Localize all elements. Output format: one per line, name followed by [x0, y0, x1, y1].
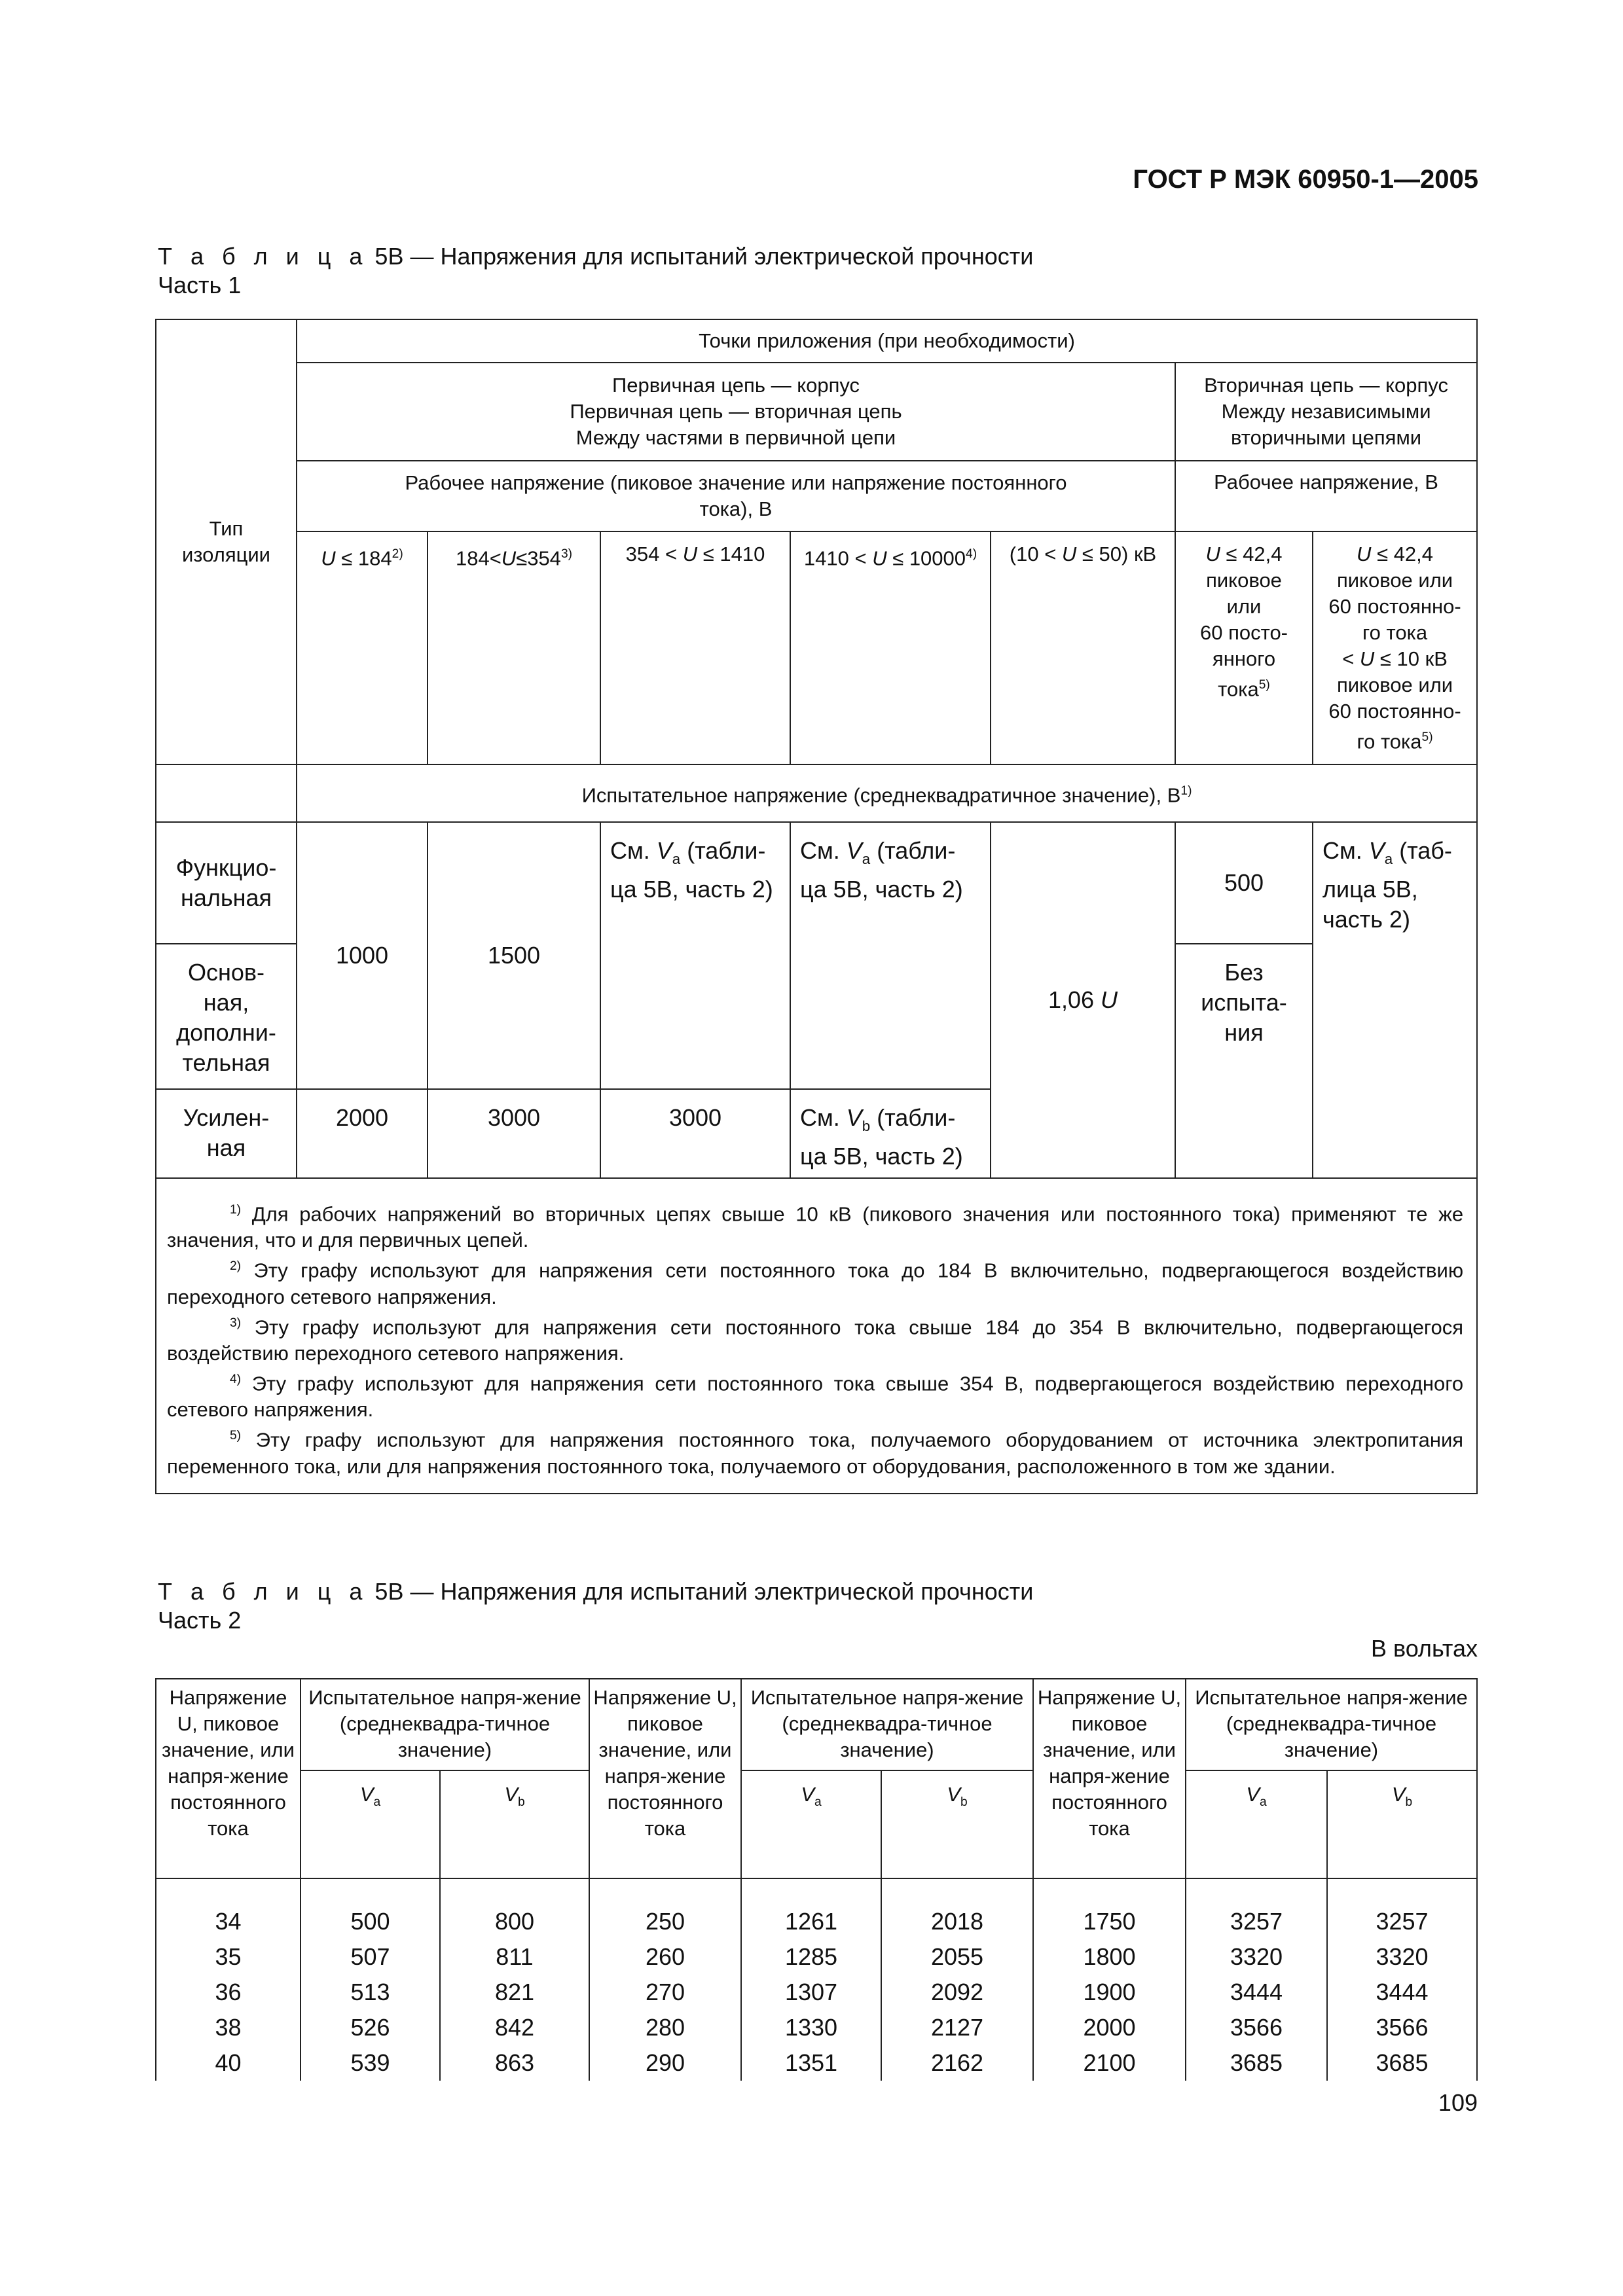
va-header-2: $V_a$	[741, 1770, 881, 1878]
caption-title: 5В — Напряжения для испытаний электрической прочности	[374, 1578, 1034, 1605]
row-basic-label: Основ-ная, дополни-тельная	[156, 944, 297, 1089]
test-header-2: Испытательное напря-жение (среднеквадра-тичное значение)	[741, 1679, 1033, 1770]
footnote-5: $^{5)}$ Эту графу используют для напряжения постоянного тока, получаемого оборудованием от источника электропитания переменного тока, или для напряжения постоянного тока, получаемого от оборудования, расположенного в том же здании.	[167, 1428, 1464, 1478]
vb-header-3: $V_b$	[1327, 1770, 1477, 1878]
table1-footnotes	[156, 1178, 1477, 1494]
range-col-1: $U \le 184^{2)}$	[297, 531, 428, 764]
cell-1000: 1000	[297, 822, 428, 1089]
voltage-header-2: Напряжение U, пиковое значение, или напря-жение постоянного тока	[589, 1679, 741, 1878]
col-va-3: 3257 3320 3444 3566 3685	[1186, 1884, 1327, 2081]
footnote-2: $^{2)}$ Эту графу используют для напряжения сети постоянного тока до 184 В включительно, подвергающегося воздействию переходного сетевого напряжения.	[167, 1259, 1464, 1308]
col-voltage-1: 34 35 36 38 40	[156, 1884, 301, 2081]
cell-see-va-1: См. $V_a$ (табли-ца 5В, часть 2)	[600, 822, 790, 1089]
cell-see-va-2: См. $V_a$ (табли-ца 5В, часть 2)	[790, 822, 991, 1089]
range-col-7: U ≤ 42,4 пиковое или 60 постоянно- го тока < U ≤ 10 кВ пиковое или 60 постоянно- го тока$^{5)}$	[1313, 531, 1477, 764]
caption-title: 5В — Напряжения для испытаний электрической прочности	[374, 243, 1034, 270]
cell-2000: 2000	[297, 1089, 428, 1178]
cell-500: 500	[1175, 822, 1313, 944]
caption-label: Т а б л и ц а	[158, 1578, 369, 1605]
cell-no-test: Без испыта-ния	[1175, 944, 1313, 1178]
test-voltage-header: Испытательное напряжение (среднеквадратичное значение), $В^{1)}$	[297, 764, 1477, 822]
col-voltage-2: 250 260 270 280 290	[589, 1884, 741, 2081]
va-header-1: $V_a$	[301, 1770, 440, 1878]
footnote-4: $^{4)}$ Эту графу используют для напряжения сети постоянного тока свыше 354 В, подвергающегося воздействию переходного сетевого напряжения.	[167, 1372, 1464, 1422]
vb-header-2: $V_b$	[881, 1770, 1033, 1878]
table2	[155, 1678, 1478, 2081]
col-va-2: 1261 1285 1307 1330 1351	[741, 1884, 881, 2081]
insulation-type-header: Тип изоляции	[156, 319, 297, 764]
secondary-working-voltage: Рабочее напряжение, В	[1175, 461, 1477, 531]
cell-3000-b: 3000	[600, 1089, 790, 1178]
test-header-3: Испытательное напря-жение (среднеквадра-тичное значение)	[1186, 1679, 1477, 1770]
range-col-4: $1410 < U \le 10000^{4)}$	[790, 531, 991, 764]
col-vb-2: 2018 2055 2092 2127 2162	[881, 1884, 1033, 2081]
unit-note: В вольтах	[1370, 1635, 1478, 1662]
range-col-5: (10 < U ≤ 50) кВ	[991, 531, 1175, 764]
range-col-6: U ≤ 42,4 пиковое или 60 посто- янного тока$^{5)}$	[1175, 531, 1313, 764]
range-col-2: $184<U\le 354^{3)}$	[428, 531, 600, 764]
cell-see-vb: См. $V_b$ (табли-ца 5В, часть 2)	[790, 1089, 991, 1178]
col-vb-1: 800 811 821 842 863	[440, 1884, 589, 2081]
empty-cell	[156, 764, 297, 822]
col-va-1: 500 507 513 526 539	[301, 1884, 440, 2081]
row-functional-label: Функцио-нальная	[156, 822, 297, 944]
table1	[155, 319, 1478, 1494]
col-voltage-3: 1750 1800 1900 2000 2100	[1033, 1884, 1186, 2081]
test-header-1: Испытательное напря-жение (среднеквадра-тичное значение)	[301, 1679, 589, 1770]
voltage-header-3: Напряжение U, пиковое значение, или напря-жение постоянного тока	[1033, 1679, 1186, 1878]
cell-1500: 1500	[428, 822, 600, 1089]
table2-caption	[158, 1577, 1033, 1635]
voltage-header-1: Напряжение U, пиковое значение, или напря-жение постоянного тока	[156, 1679, 301, 1878]
table1-caption	[158, 242, 1033, 300]
cell-see-va-3: См. $V_a$ (таб-лица 5В, часть 2)	[1313, 822, 1477, 1178]
primary-working-voltage: Рабочее напряжение (пиковое значение или напряжение постоянного тока), В	[297, 461, 1175, 531]
va-header-3: $V_a$	[1186, 1770, 1327, 1878]
caption-part: Часть 2	[158, 1607, 242, 1634]
footnote-3: $^{3)}$ Эту графу используют для напряжения сети постоянного тока свыше 184 до 354 В включительно, подвергающегося воздействию переходного сетевого напряжения.	[167, 1315, 1464, 1365]
vb-header-1: $V_b$	[440, 1770, 589, 1878]
table2-data-block	[156, 1884, 1477, 2081]
cell-3000: 3000	[428, 1089, 600, 1178]
col-vb-3: 3257 3320 3444 3566 3685	[1327, 1884, 1477, 2081]
primary-group-header: Первичная цепь — корпус Первичная цепь — вторичная цепь Между частями в первичной цепи	[297, 363, 1175, 461]
page-number: 109	[1438, 2089, 1478, 2116]
range-col-3: 354 < U ≤ 1410	[600, 531, 790, 764]
row-reinforced-label: Усилен-ная	[156, 1089, 297, 1178]
caption-label: Т а б л и ц а	[158, 243, 369, 270]
document-header: ГОСТ Р МЭК 60950-1—2005	[1133, 165, 1478, 194]
secondary-group-header: Вторичная цепь — корпус Между независимыми вторичными цепями	[1175, 363, 1477, 461]
cell-1-06u: 1,06 U	[991, 822, 1175, 1178]
caption-part: Часть 1	[158, 272, 242, 298]
footnote-1: $^{1)}$ Для рабочих напряжений во вторичных цепях свыше 10 кВ (пикового значения или постоянного тока) применяют те же значения, что и для первичных цепей.	[167, 1202, 1464, 1252]
application-points-header: Точки приложения (при необходимости)	[297, 319, 1477, 363]
